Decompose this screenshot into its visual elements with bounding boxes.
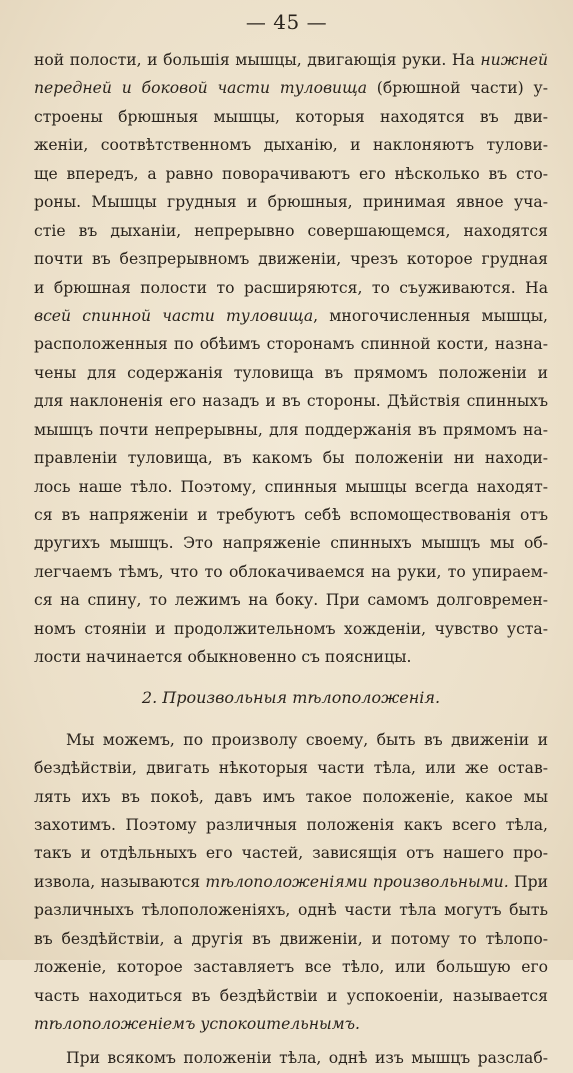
text-segment: часть находиться въ бездѣйствіи и успокоеніи, называется (34, 986, 548, 1005)
text-line (34, 1010, 548, 1038)
text-line (34, 188, 548, 216)
text-segment: другихъ мышцъ. Это напряженіе спинныхъ мышцъ мы об- (34, 534, 548, 553)
text-line (34, 217, 548, 245)
text-segment: лять ихъ въ покоѣ, давъ имъ такое положеніе, какое мы (34, 787, 548, 806)
text-line (34, 160, 548, 188)
text-line (34, 416, 548, 444)
text-line (34, 74, 548, 102)
text-segment: тѣлоположеніями произвольными. (205, 872, 509, 891)
text-segment: бездѣйствіи, двигать нѣкоторыя части тѣла, или же остав- (34, 759, 548, 778)
text-segment: нижней (480, 51, 548, 69)
text-line (34, 131, 548, 159)
text-line (34, 643, 548, 671)
section-heading: 2. Произвольныя тѣлоположенія. (141, 687, 441, 707)
text-line (34, 811, 548, 839)
text-segment: строены брюшныя мышцы, которыя находятся въ дви- (34, 107, 548, 126)
text-line (34, 982, 548, 1010)
text-segment: извола, называются (34, 872, 206, 891)
text-line (34, 359, 548, 387)
text-line (34, 953, 548, 981)
text-segment: женіи, соотвѣтственномъ дыханію, и наклоняютъ тулови- (34, 136, 548, 155)
text-line (34, 330, 548, 358)
text-line (34, 558, 548, 586)
text-segment: легчаемъ тѣмъ, что то облокачиваемся на руки, то упираем- (34, 562, 548, 581)
text-segment: ся въ напряженіи и требуютъ себѣ вспомоществованія отъ (34, 506, 548, 524)
text-segment: и брюшная полости то расширяются, то съуживаются. На (34, 278, 548, 297)
text-line (34, 783, 548, 811)
text-line (34, 529, 548, 557)
text-segment: ной полости, и большія мышцы, двигающія руки. На (34, 51, 481, 69)
text-line (34, 387, 548, 415)
body-text (34, 46, 548, 1073)
text-segment: ще впередъ, а равно поворачиваютъ его нѣсколько въ сто- (34, 164, 548, 183)
text-segment: различныхъ тѣлоположеніяхъ, однѣ части тѣла могутъ быть (34, 901, 548, 920)
text-segment: правленіи туловища, въ какомъ бы положеніи ни находи- (34, 449, 548, 468)
text-segment: чены для содержанія туловища въ прямомъ положеніи и (34, 363, 548, 382)
text-line (34, 473, 548, 501)
text-line (34, 46, 548, 74)
text-line (34, 501, 548, 529)
text-segment: всей спинной части туловища (34, 306, 314, 325)
text-line (34, 444, 548, 472)
text-segment: передней и боковой части туловища (34, 79, 367, 98)
text-line (34, 1044, 548, 1072)
text-segment: номъ стояніи и продолжительномъ хожденіи, чувство уста- (34, 619, 548, 638)
text-segment: расположенныя по обѣимъ сторонамъ спинной кости, назна- (34, 335, 548, 354)
text-line (34, 925, 548, 953)
text-segment: въ бездѣйствіи, а другія въ движеніи, и потому то тѣлопо- (34, 929, 548, 948)
text-line (34, 839, 548, 867)
paragraph-2 (34, 726, 548, 1039)
text-segment: лось наше тѣло. Поэтому, спинныя мышцы всегда находят- (34, 477, 548, 496)
text-line (34, 896, 548, 924)
text-segment: ложеніе, которое заставляетъ все тѣло, или большую его (34, 958, 548, 977)
text-line (34, 754, 548, 782)
text-segment: роны. Мышцы грудныя и брюшныя, принимая явное уча- (34, 193, 548, 212)
text-line (34, 245, 548, 273)
text-line (34, 586, 548, 614)
text-segment: При (508, 872, 548, 891)
text-segment: При всякомъ положеніи тѣла, однѣ изъ мышцъ разслаб- (66, 1049, 548, 1068)
text-segment: тѣлоположеніемъ успокоительнымъ. (34, 1015, 360, 1033)
text-segment: для наклоненія его назадъ и въ стороны. Дѣйствія спинныхъ (34, 392, 548, 411)
text-line (34, 302, 548, 330)
text-line (34, 868, 548, 896)
text-segment: стіе въ дыханіи, непрерывно совершающемся, находятся (34, 221, 548, 240)
text-line (34, 103, 548, 131)
page-number: — 45 — (245, 10, 328, 34)
text-segment: такъ и отдѣльныхъ его частей, зависящія отъ нашего про- (34, 844, 548, 863)
paragraph-1 (34, 46, 548, 672)
text-segment: Мы можемъ, по произволу своему, быть въ движеніи и (66, 730, 548, 749)
text-segment: (брюшной части) у- (367, 79, 548, 98)
paragraph-3 (34, 1044, 548, 1072)
text-line (34, 274, 548, 302)
text-segment: ся на спину, то лежимъ на боку. При самомъ долговремен- (34, 591, 548, 610)
text-line (34, 615, 548, 643)
text-segment: почти въ безпрерывномъ движеніи, чрезъ которое грудная (34, 250, 548, 269)
text-line (34, 726, 548, 754)
text-segment: , многочисленныя мышцы, (313, 306, 548, 325)
text-segment: мышцъ почти непрерывны, для поддержанія въ прямомъ на- (34, 420, 548, 439)
text-segment: захотимъ. Поэтому различныя положенія какъ всего тѣла, (34, 815, 548, 834)
text-segment: лости начинается обыкновенно съ поясницы. (34, 648, 412, 667)
